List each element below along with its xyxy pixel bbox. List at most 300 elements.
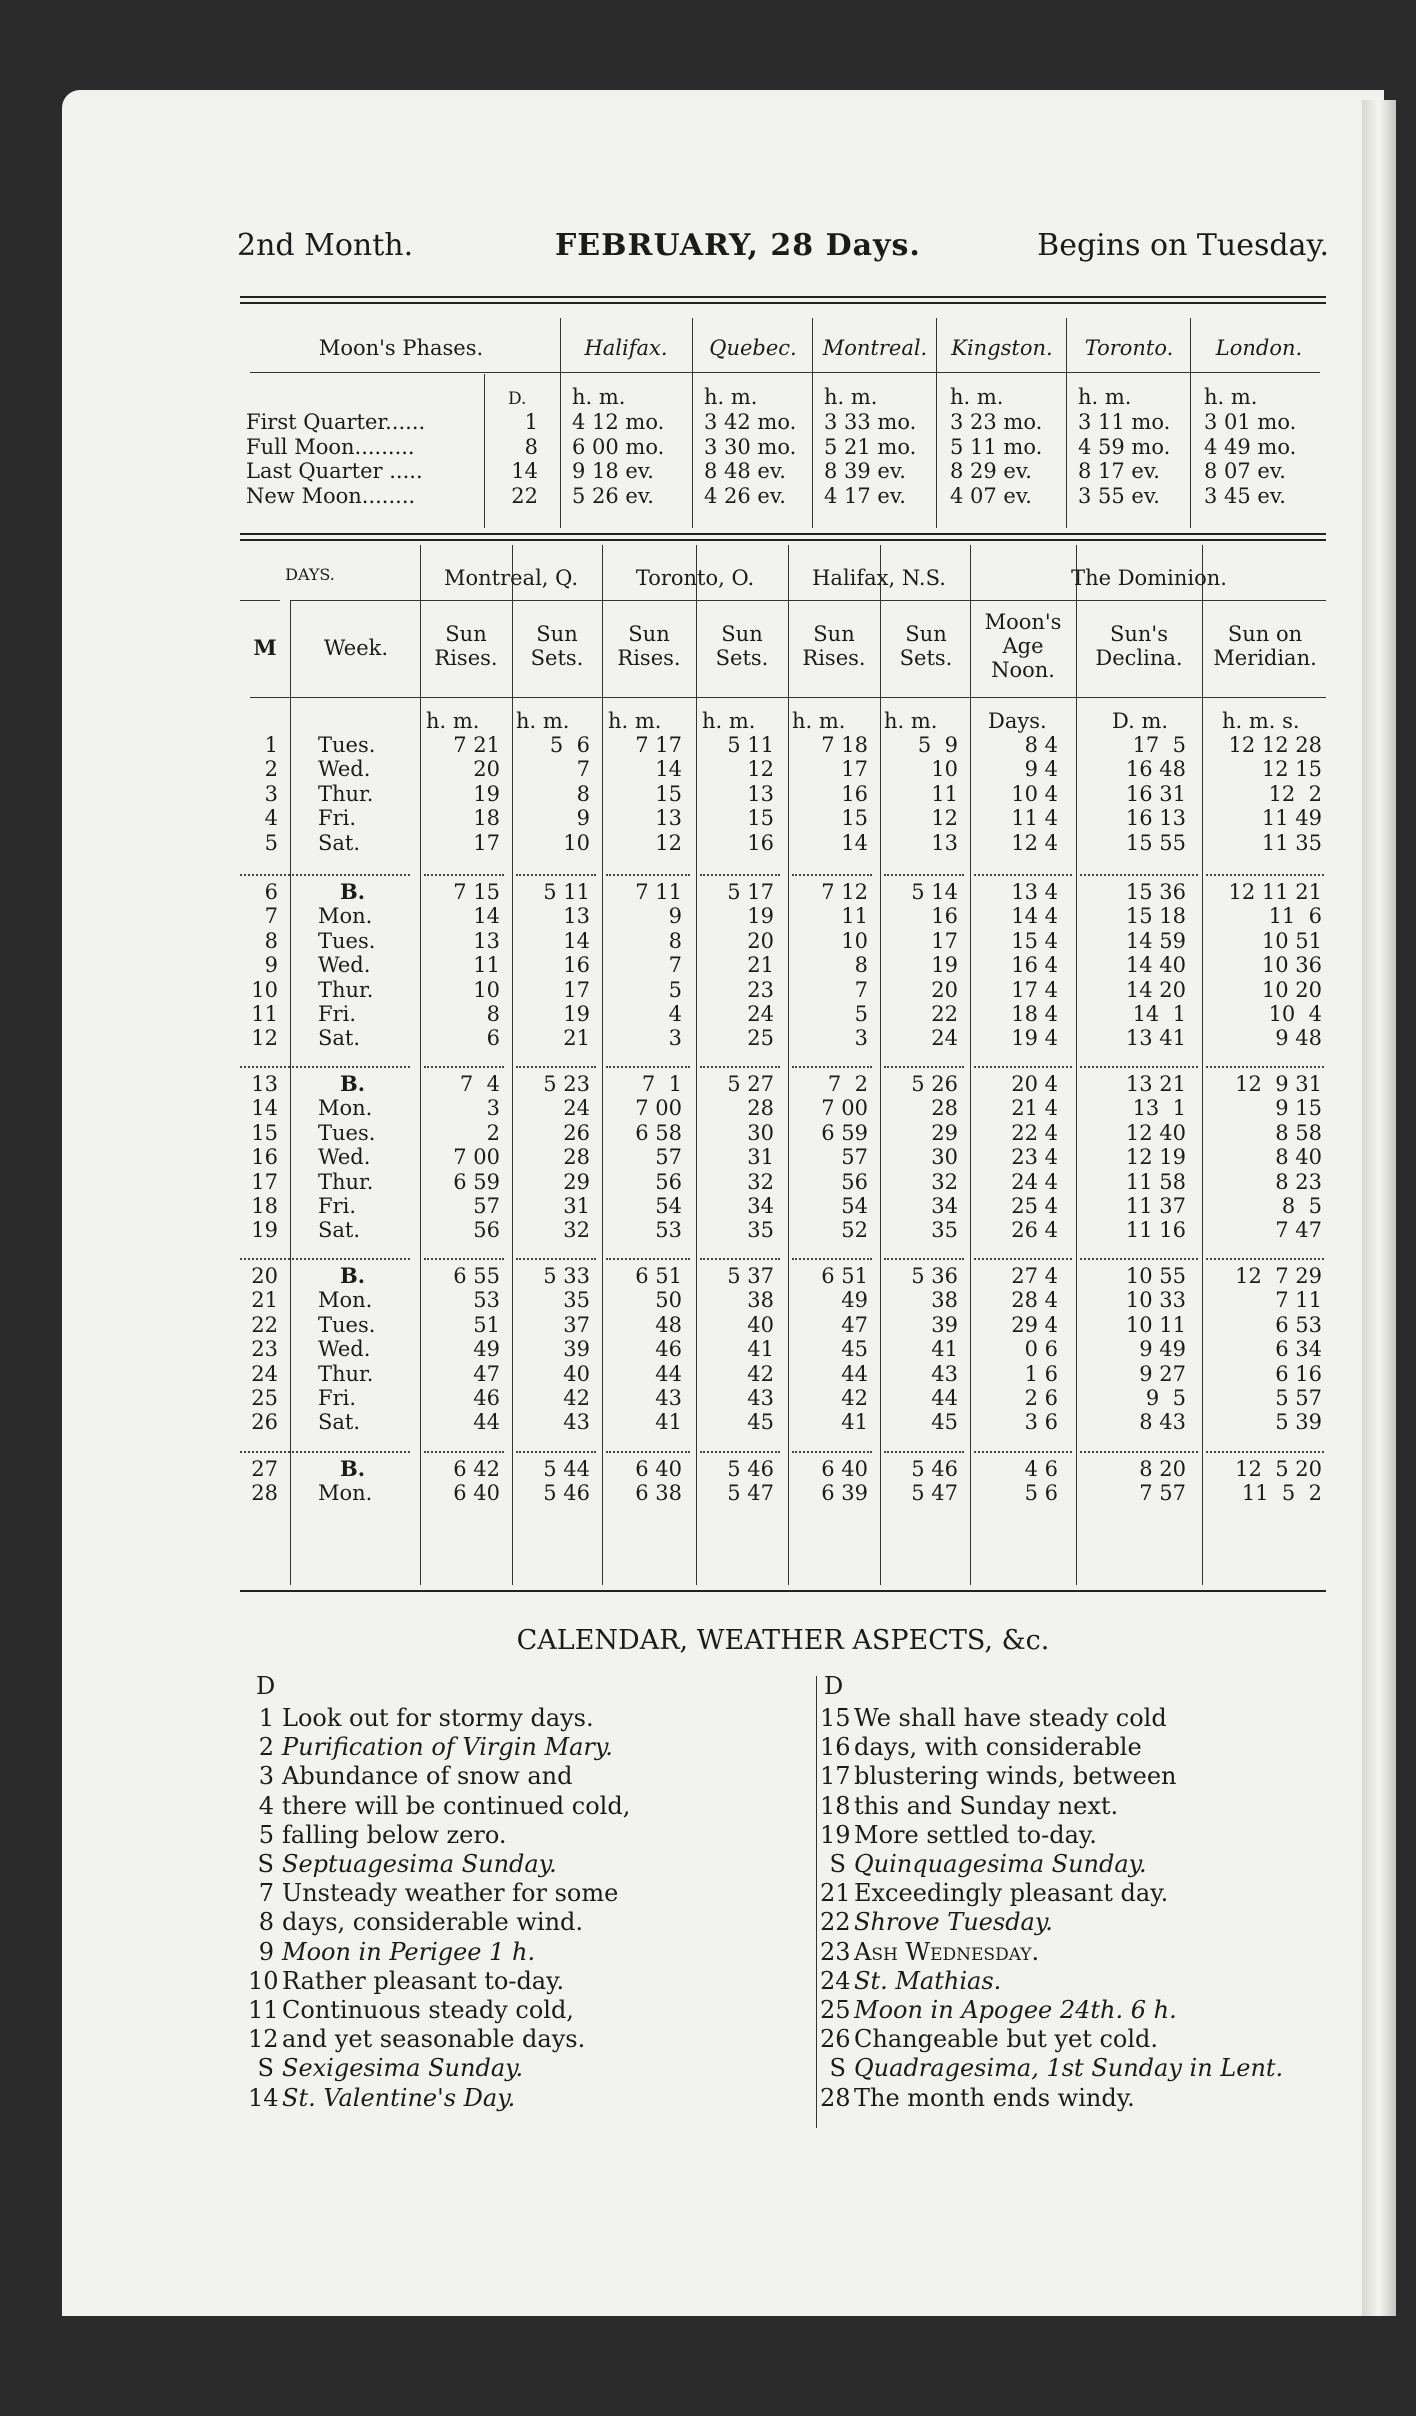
calendar-note-text: St. Mathias. [854,1966,1002,1995]
page-edge [1362,100,1396,2316]
week-separator [700,1066,780,1068]
table-cell: 9 27 [1139,1361,1186,1386]
table-cell: 10 33 [1125,1288,1186,1313]
table-cell: 43 [747,1386,774,1410]
calendar-note-text: falling below zero. [282,1820,507,1849]
week-separator [884,874,964,876]
moon-unit-label: h. m. [1204,385,1258,409]
table-cell: 53 [473,1288,500,1313]
calendar-note-text: Moon in Perigee 1 h. [282,1937,536,1966]
table-cell: 16 [841,781,868,806]
table-cell: 6 58 [635,1120,682,1145]
moon-phase-time: 8 48 ev. [704,459,786,483]
table-cell: 5 36 [911,1264,958,1288]
table-cell: 13 41 [1125,1026,1186,1051]
table-cell: 43 [655,1386,682,1410]
table-cell: 9 48 [1275,1026,1322,1051]
table-cell: 10 [563,830,590,855]
table-cell: 19 [563,1002,590,1026]
calendar-entry [248,1967,564,1996]
table-cell: 8 4 [1024,733,1058,757]
moon-day-divider [484,374,485,528]
table-cell: 26 4 [1011,1218,1058,1243]
calendar-day-number: 15 [820,1704,851,1732]
week-separator [516,1066,596,1068]
declination-header: Sun's Declina. [1095,622,1183,670]
table-cell: 17 4 [1011,977,1058,1002]
moon-unit-label: h. m. [950,385,1004,409]
week-separator [424,1451,504,1453]
moon-phase-name: First Quarter...... [246,410,426,434]
moon-phase-time: 5 11 mo. [950,434,1043,459]
moon-phase-time: 4 26 ev. [704,483,786,508]
table-cell: 35 [931,1218,958,1243]
table-cell: 12 12 28 [1228,733,1322,757]
table-cell: 13 1 [1132,1096,1186,1121]
table-cell: 14 20 [1125,977,1186,1002]
table-cell: 13 [563,904,590,929]
table-cell: 29 [931,1120,958,1145]
calendar-entry [248,1938,535,1967]
week-separator [1206,1451,1324,1453]
moon-city-header: Kingston. [951,336,1053,360]
table-cell: 35 [563,1288,590,1313]
moon-phase-time: 6 00 mo. [572,434,665,459]
moon-phase-time: 5 21 mo. [824,434,917,459]
table-cell: Wed. [318,1145,371,1170]
moon-phase-time: 8 29 ev. [950,459,1032,483]
table-cell: 8 58 [1275,1120,1322,1145]
table-cell: 14 [841,830,868,855]
unit-label: h. m. [516,709,570,733]
unit-label: h. m. [702,709,756,733]
week-separator [516,1451,596,1453]
table-cell: 8 23 [1275,1169,1322,1194]
calendar-note-text: Quadragesima, 1st Sunday in Lent. [854,2054,1284,2083]
table-cell: Sat. [318,1410,361,1435]
sun-col-header: Sun Rises. [617,622,681,670]
table-cell: 56 [841,1169,868,1194]
moon-phase-time: 3 33 mo. [824,410,917,434]
table-cell: 26 [563,1120,590,1145]
moon-phase-time: 8 07 ev. [1204,459,1286,483]
calendar-note-text: Look out for stormy days. [282,1704,594,1732]
calendar-entry [248,1850,557,1879]
table-cell: Mon. [318,1481,373,1506]
calendar-day-number: 18 [820,1791,851,1820]
calendar-day-number: 17 [820,1762,851,1791]
table-cell: Fri. [318,806,357,831]
table-cell: 7 00 [635,1096,682,1121]
table-cell: 12 2 [1268,781,1322,806]
table-cell: 3 [668,1026,682,1051]
table-cell: 30 [747,1120,774,1145]
table-cell: 6 51 [635,1264,682,1288]
table-cell: 37 [563,1312,590,1337]
week-separator [606,874,690,876]
table-cell: 13 [251,1072,278,1096]
table-cell: Sat. [318,1218,361,1243]
table-cell: 7 [264,904,278,929]
calendar-entry [820,1879,1168,1908]
table-cell: 56 [473,1218,500,1243]
table-cell: 44 [655,1361,682,1386]
mid-rule-2 [240,539,1326,541]
table-cell: 20 [251,1264,278,1288]
moon-city-header: Montreal. [822,336,928,360]
moon-phase-time: 4 49 mo. [1204,434,1297,459]
sun-col-header: Sun Sets. [530,622,584,670]
table-cell: 21 [563,1026,590,1051]
table-cell: 46 [473,1386,500,1410]
table-cell: 12 15 [1261,757,1322,782]
calendar-entry [820,1733,1142,1762]
table-cell: 6 55 [453,1264,500,1288]
calendar-entry [248,1879,618,1908]
table-cell: 57 [841,1145,868,1170]
moon-city-header: Quebec. [709,336,797,360]
table-cell: 10 [841,928,868,953]
table-cell: 5 [264,830,278,855]
table-cell: 7 15 [453,880,500,904]
week-separator [424,1258,504,1260]
moon-phase-day: 14 [511,459,538,483]
calendar-note-text: and yet seasonable days. [282,2025,586,2054]
table-cell: 3 [264,781,278,806]
table-cell: Thur. [318,781,374,806]
table-cell: 9 [264,953,278,978]
table-cell: 3 [486,1096,500,1121]
calendar-day-number: 28 [820,2083,851,2112]
table-cell: 27 4 [1011,1264,1058,1288]
unit-label: Days. [988,709,1047,733]
moon-phase-time: 3 01 mo. [1204,410,1297,434]
table-cell: 11 4 [1011,806,1058,831]
table-cell: 14 1 [1132,1002,1186,1026]
table-cell: 44 [931,1386,958,1410]
table-cell: 5 9 [917,733,958,757]
table-cell: 6 38 [635,1481,682,1506]
table-cell: 15 18 [1125,904,1186,929]
calendar-entry [248,1821,507,1850]
table-cell: 40 [563,1361,590,1386]
table-cell: Sat. [318,1026,361,1051]
table-cell: 19 4 [1011,1026,1058,1051]
table-cell: 8 [576,781,590,806]
table-cell: 8 5 [1281,1194,1322,1218]
table-cell: 41 [931,1337,958,1362]
table-cell: 45 [747,1410,774,1435]
calendar-day-number: 23 [820,1937,851,1966]
top-rule-2 [240,302,1326,304]
table-cell: 39 [563,1337,590,1362]
table-cell: 28 [931,1096,958,1121]
table-cell: 4 [668,1002,682,1026]
unit-label: h. m. s. [1222,709,1300,733]
table-cell: 1 [264,733,278,757]
table-cell: B. [340,1071,366,1096]
table-cell: 15 [841,806,868,831]
calendar-day-number: 1 [258,1704,274,1732]
table-cell: 34 [747,1194,774,1218]
table-cell: 28 [563,1145,590,1170]
table-cell: Mon. [318,1288,373,1313]
table-cell: 24 [931,1026,958,1051]
table-cell: B. [340,1263,366,1288]
table-cell: 6 40 [635,1457,682,1481]
table-cell: 5 26 [911,1072,958,1096]
calendar-entry [820,2054,1283,2083]
table-cell: 57 [473,1194,500,1218]
table-cell: 26 [251,1410,278,1435]
moon-phase-time: 5 26 ev. [572,483,654,508]
calendar-divider [816,1676,817,2128]
table-cell: 23 [747,977,774,1002]
table-cell: 8 43 [1139,1410,1186,1435]
table-cell: 6 34 [1275,1337,1322,1362]
moon-phase-time: 3 11 mo. [1078,410,1171,434]
calendar-entry [820,1704,1167,1733]
table-cell: 10 20 [1261,977,1322,1002]
table-cell: Sat. [318,830,361,855]
table-cell: 5 27 [727,1072,774,1096]
table-cell: 7 1 [641,1072,682,1096]
table-bottom-rule [240,1590,1326,1592]
table-cell: 41 [655,1410,682,1435]
calendar-note-text: Septuagesima Sunday. [282,1850,557,1878]
week-separator [792,1451,872,1453]
table-cell: 5 57 [1275,1386,1322,1410]
calendar-entry [248,1762,573,1791]
table-cell: 43 [563,1410,590,1435]
week-separator [700,1258,780,1260]
week-separator [1206,1066,1324,1068]
table-cell: 11 [841,904,868,929]
calendar-entry [248,2054,523,2083]
moon-phase-time: 4 17 ev. [824,483,906,508]
table-cell: 5 17 [727,880,774,904]
moon-phase-day: 8 [524,434,538,459]
table-cell: 10 36 [1261,953,1322,978]
table-cell: 19 [473,781,500,806]
week-separator [974,874,1072,876]
table-cell: 12 [747,757,774,782]
moon-city-header: Toronto. [1084,336,1174,360]
unit-label: h. m. [792,709,846,733]
table-cell: 15 [655,781,682,806]
calendar-note-text: Rather pleasant to-day. [282,1966,565,1995]
calendar-note-text: Ash Wednesday. [854,1937,1040,1966]
table-cell: 6 40 [821,1457,868,1481]
top-rule [240,296,1326,298]
calendar-day-number: 19 [820,1820,851,1849]
week-separator [424,874,504,876]
calendar-entry [248,1908,583,1937]
week-separator [700,1451,780,1453]
moon-city-header: Halifax. [584,336,668,360]
table-cell: 6 [264,880,278,904]
calendar-day-number: S [257,2054,274,2083]
table-cell: 22 4 [1011,1120,1058,1145]
moon-phase-time: 3 23 mo. [950,410,1043,434]
table-cell: 5 46 [543,1481,590,1506]
sun-group-header: Toronto, O. [635,566,755,590]
month-begins: Begins on Tuesday. [1037,228,1329,263]
moon-phase-day: 22 [511,483,538,508]
calendar-entry [820,1850,1147,1879]
calendar-entry [820,1792,1118,1821]
table-cell: 34 [931,1194,958,1218]
table-cell: 11 [251,1002,278,1026]
calendar-day-number: 24 [820,1966,851,1995]
moon-phase-time: 3 30 mo. [704,434,797,459]
table-cell: 2 [264,757,278,782]
table-cell: Tues. [318,1312,376,1337]
calendar-note-text: Purification of Virgin Mary. [282,1733,613,1762]
moon-phase-time: 3 45 ev. [1204,483,1286,508]
table-cell: 20 [931,977,958,1002]
table-cell: 49 [841,1288,868,1313]
table-cell: 23 [251,1337,278,1362]
table-cell: 27 [251,1457,278,1481]
table-cell: 19 [931,953,958,978]
moon-city-header: London. [1215,336,1303,360]
week-separator [240,874,410,876]
table-cell: 29 4 [1011,1312,1058,1337]
table-cell: 21 4 [1011,1096,1058,1121]
calendar-entry [820,1908,1053,1937]
table-cell: 5 33 [543,1264,590,1288]
calendar-note-text: More settled to-day. [854,1820,1097,1849]
table-cell: 7 11 [635,880,682,904]
table-cell: 8 20 [1139,1457,1186,1481]
calendar-day-number: 11 [248,1996,279,2024]
table-cell: 7 21 [453,733,500,757]
unit-label: h. m. [608,709,662,733]
calendar-entry [248,1792,630,1821]
calendar-day-number: 26 [820,2025,851,2054]
table-cell: 11 5 2 [1241,1481,1322,1506]
unit-label: D. m. [1112,709,1169,733]
table-cell: 20 [473,757,500,782]
week-separator [1080,1258,1198,1260]
table-cell: 17 [931,928,958,953]
page-header [237,228,1329,268]
table-cell: Thur. [318,977,374,1002]
sun-col-divider [290,600,291,1585]
table-cell: 12 [251,1026,278,1051]
table-cell: 16 31 [1125,781,1186,806]
moon-unit-label: h. m. [1078,385,1132,409]
table-cell: 39 [931,1312,958,1337]
table-cell: 11 [473,953,500,978]
table-cell: 8 [264,928,278,953]
table-cell: Mon. [318,904,373,929]
table-cell: 7 [668,953,682,978]
table-cell: 32 [931,1169,958,1194]
table-cell: 32 [563,1218,590,1243]
table-cell: 3 [854,1026,868,1051]
week-separator [974,1258,1072,1260]
table-cell: 7 00 [453,1145,500,1170]
moon-phase-time: 4 12 mo. [572,410,665,434]
moon-age-header: Moon's Age Noon. [984,610,1062,682]
table-cell: 13 [747,781,774,806]
moon-header-rule [250,372,1320,373]
calendar-day-number: 7 [258,1879,274,1908]
calendar-day-number: S [257,1850,274,1878]
unit-label: h. m. [426,709,480,733]
month-number: 2nd Month. [237,228,414,263]
table-cell: 9 49 [1139,1337,1186,1362]
table-cell: 14 [251,1096,278,1121]
calendar-note-text: St. Valentine's Day. [282,2083,516,2112]
table-cell: 11 [931,781,958,806]
moon-col-divider [560,318,561,528]
table-cell: 21 [251,1288,278,1313]
table-cell: 6 [486,1026,500,1051]
table-cell: 17 [473,830,500,855]
table-cell: Tues. [318,1120,376,1145]
table-cell: 6 42 [453,1457,500,1481]
table-cell: 10 [251,977,278,1002]
table-cell: 14 40 [1125,953,1186,978]
table-cell: Fri. [318,1194,357,1218]
calendar-note-text: this and Sunday next. [854,1791,1119,1820]
table-cell: 15 [251,1120,278,1145]
moon-phase-time: 8 39 ev. [824,459,906,483]
table-cell: 57 [655,1145,682,1170]
table-cell: 47 [473,1361,500,1386]
table-cell: 24 [563,1096,590,1121]
calendar-day-number: 4 [258,1791,274,1820]
days-label: DAYS. [285,565,335,584]
table-cell: 8 40 [1275,1145,1322,1170]
week-separator [606,1451,690,1453]
table-cell: Thur. [318,1361,374,1386]
calendar-entry [248,1996,574,2025]
table-cell: 14 59 [1125,928,1186,953]
table-cell: 7 [854,977,868,1002]
table-cell: 10 4 [1268,1002,1322,1026]
table-cell: 6 59 [821,1120,868,1145]
moon-day-label: D. [508,389,527,409]
table-cell: 44 [841,1361,868,1386]
table-cell: 8 [854,953,868,978]
table-cell: 31 [563,1194,590,1218]
table-cell: 9 15 [1275,1096,1322,1121]
table-cell: 43 [931,1361,958,1386]
table-cell: 11 16 [1125,1218,1186,1243]
week-separator [792,874,872,876]
calendar-entry [248,1733,613,1762]
table-cell: 30 [931,1145,958,1170]
calendar-entry [820,1938,1039,1967]
table-cell: 31 [747,1145,774,1170]
week-separator [792,1066,872,1068]
table-cell: 45 [931,1410,958,1435]
calendar-entry [820,2084,1135,2113]
table-cell: 7 47 [1275,1218,1322,1243]
table-cell: 9 [576,806,590,831]
table-cell: 11 35 [1261,830,1322,855]
table-cell: 10 11 [1125,1312,1186,1337]
table-cell: 1 6 [1024,1361,1058,1386]
table-cell: 25 [251,1386,278,1410]
calendar-note-text: Quinquagesima Sunday. [854,1850,1147,1878]
table-cell: 25 [747,1026,774,1051]
moon-col-divider [812,318,813,528]
